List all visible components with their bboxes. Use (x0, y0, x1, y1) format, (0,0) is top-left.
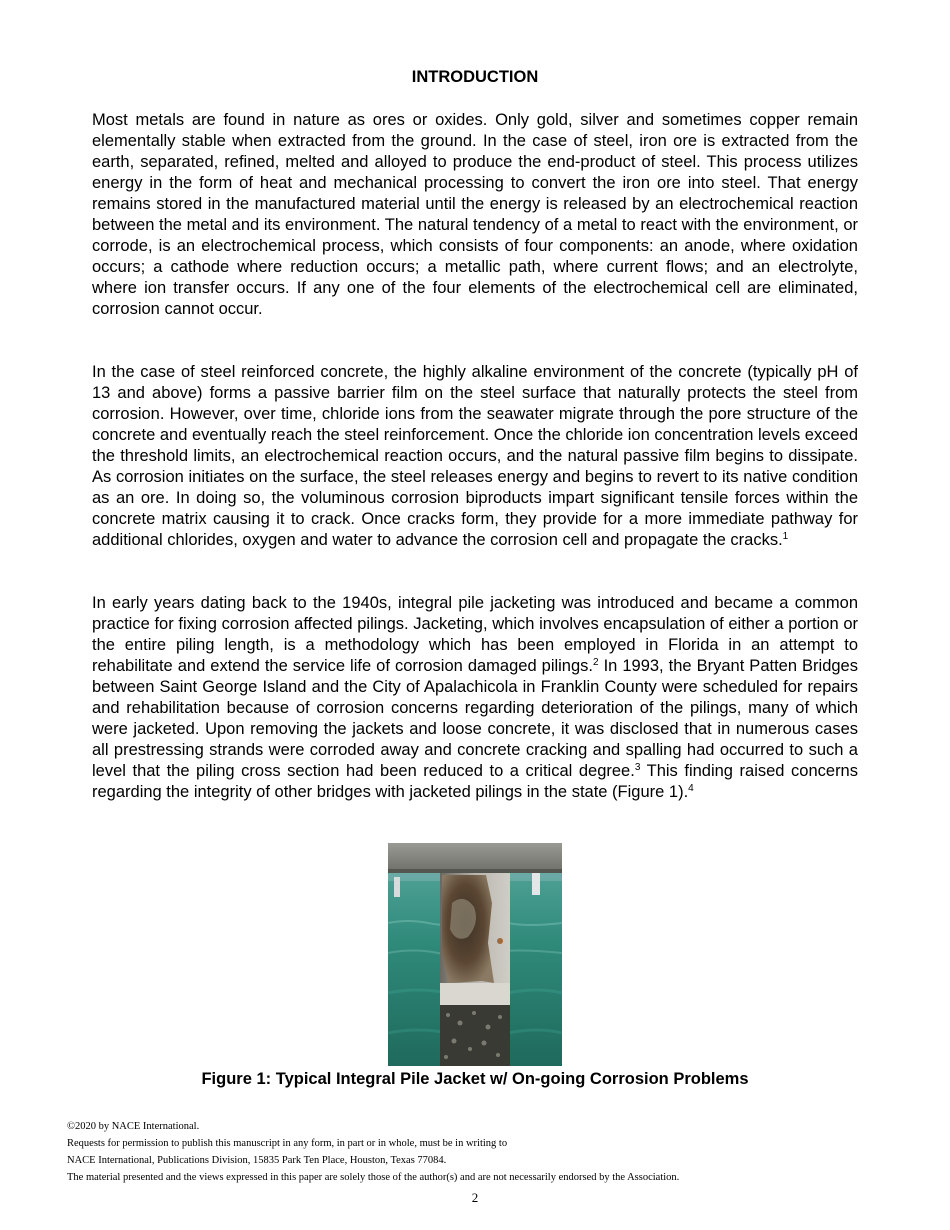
page-number: 2 (471, 1190, 479, 1205)
paragraph-3-text-b: In 1993, the Bryant Patten Bridges between Saint George Island and the City of Apalachicola in Franklin County were scheduled for repairs and rehabilitation because of corrosion concerns regarding deterioration of the pilings, many of which were jacketed. Upon removing the jackets and loose concrete, it was disclosed that in numerous cases all prestressing strands were corroded away and concrete cracking and spalling had occurred to such a level that the piling cross section had been reduced to a critical degree. (92, 657, 858, 780)
paragraph-1 (92, 110, 858, 320)
footer-line-4: The material presented and the views expressed in this paper are solely those of the author(s) and are not necessarily endorsed by the Association. (67, 1172, 680, 1183)
footer-line-1: ©2020 by NACE International. (67, 1121, 200, 1132)
paragraph-3 (92, 593, 858, 803)
paragraph-2-text: In the case of steel reinforced concrete, the highly alkaline environment of the concrete (typically pH of 13 and above) forms a passive barrier film on the steel surface that naturally protects the steel from corrosion. However, over time, chloride ions from the seawater migrate through the pore structure of the concrete and eventually reach the steel reinforcement. Once the chloride ion concentration levels exceed the threshold limits, an electrochemical reaction occurs, and the natural passive film begins to dissipate. As corrosion initiates on the surface, the steel releases energy and begins to revert to its native condition as an ore. In doing so, the voluminous corrosion biproducts impart significant tensile forces within the concrete matrix causing it to crack. Once cracks form, they provide for a more immediate pathway for additional chlorides, oxygen and water to advance the corrosion cell and propagate the cracks. (92, 363, 858, 549)
footer-line-2: Requests for permission to publish this manuscript in any form, in part or in whole, must be in writing to (67, 1138, 508, 1149)
footnote-ref-2: 2 (593, 657, 599, 668)
footnote-ref-1: 1 (782, 531, 789, 542)
paragraph-3-text-a: In early years dating back to the 1940s, integral pile jacketing was introduced and became a common practice for fixing corrosion affected pilings. Jacketing, which involves encapsulation of either a portion or the entire piling length, is a methodology which has been employed in Florida in an attempt to rehabilitate and extend the service life of corrosion damaged pilings. (92, 594, 858, 675)
pile-jacket-photo-illustration (388, 843, 562, 1066)
paragraph-3-text-c: This finding raised concerns regarding the integrity of other bridges with jacketed pilings in the state (Figure 1). (92, 762, 858, 801)
copyright-footer (67, 1118, 897, 1186)
paragraph-2 (92, 362, 858, 551)
footnote-ref-4: 4 (688, 783, 694, 794)
paragraph-1-text: Most metals are found in nature as ores or oxides. Only gold, silver and sometimes copper remain elementally stable when extracted from the ground. In the case of steel, iron ore is extracted from the earth, separated, refined, melted and alloyed to produce the end-product of steel. This process utilizes energy in the form of heat and mechanical processing to convert the iron ore into steel. That energy remains stored in the manufactured material until the energy is released by an electrochemical reaction between the metal and its environment. The natural tendency of a metal to react with the environment, or corrode, is an electrochemical process, which consists of four components: an anode, where oxidation occurs; a cathode where reduction occurs; a metallic path, where current flows; and an electrolyte, where ion transfer occurs. If any one of the four elements of the electrochemical cell are eliminated, corrosion cannot occur. (92, 111, 858, 318)
footnote-ref-3: 3 (634, 762, 641, 773)
section-heading: INTRODUCTION (411, 68, 539, 86)
footer-line-3: NACE International, Publications Division, 15835 Park Ten Place, Houston, Texas 77084. (67, 1155, 447, 1166)
figure-1-photo (388, 843, 562, 1066)
figure-1-caption: Figure 1: Typical Integral Pile Jacket w/ On-going Corrosion Problems (201, 1070, 749, 1088)
